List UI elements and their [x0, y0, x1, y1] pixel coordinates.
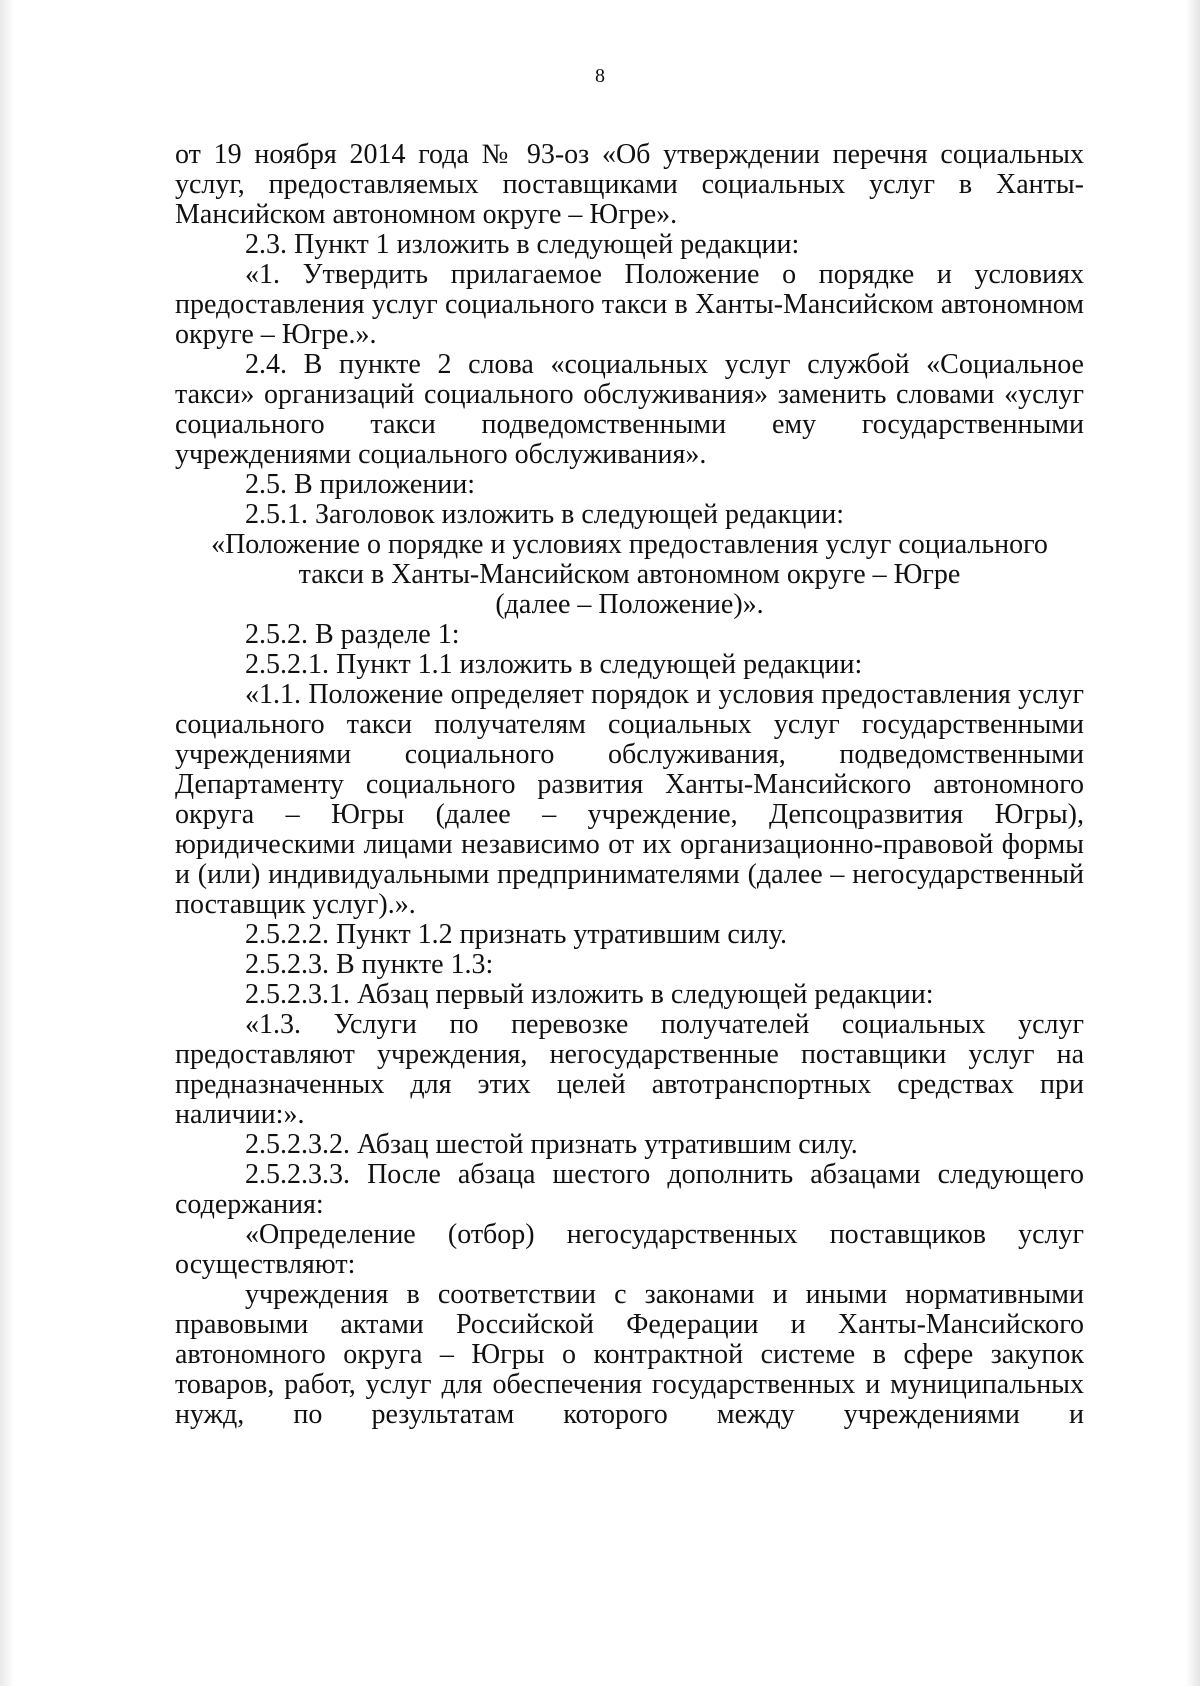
document-body [175, 140, 1084, 1430]
paragraph-2-5-2-3: 2.5.2.3. В пункте 1.3: [245, 949, 494, 980]
paragraph-2-5-2-1: 2.5.2.1. Пункт 1.1 изложить в следующей редакции: [245, 649, 863, 680]
paragraph-2-4: 2.4. В пункте 2 слова «социальных услуг службой «Социальное такси» организаций социального обслуживания» заменить словами «услуг социального такси подведомственными ему государственными учреждениями социального обслуживания». [175, 349, 1084, 470]
paragraph-2-5-1: 2.5.1. Заголовок изложить в следующей редакции: [245, 499, 845, 530]
paragraph-2-3: 2.3. Пункт 1 изложить в следующей редакции: [245, 229, 800, 260]
paragraph-selection-intro: «Определение (отбор) негосударственных поставщиков услуг осуществляют: [175, 1219, 1084, 1280]
paragraph-institutions: учреждения в соответствии с законами и иными нормативными правовыми актами Российской Федерации и Ханты-Мансийского автономного округа – Югры о контрактной системе в сфере закупок товаров, работ, услуг для обеспечения государственных и муниципальных нужд, по результатам которого между учреждениями и [175, 1279, 1084, 1430]
paragraph-2-5-2-2: 2.5.2.2. Пункт 1.2 признать утратившим силу. [245, 919, 787, 950]
paragraph-item-1-3-text: «1.3. Услуги по перевозке получателей социальных услуг предоставляют учреждения, негосударственные поставщики услуг на предназначенных для этих целей автотранспортных средствах при наличии:». [175, 1009, 1084, 1130]
heading-line-3: (далее – Положение)». [495, 589, 764, 620]
paragraph-2-5-2: 2.5.2. В разделе 1: [245, 619, 460, 650]
paragraph-decree-reference: от 19 ноября 2014 года № 93-оз «Об утверждении перечня социальных услуг, предоставляемых поставщиками социальных услуг в Ханты-Мансийском автономном округе – Югре». [175, 139, 1084, 230]
heading-line-1: «Положение о порядке и условиях предоставления услуг социального [211, 529, 1048, 560]
paragraph-item-1-text: «1. Утвердить прилагаемое Положение о порядке и условиях предоставления услуг социального такси в Ханты-Мансийском автономном округе – Югре.». [175, 259, 1084, 350]
paragraph-2-5-2-3-3: 2.5.2.3.3. После абзаца шестого дополнить абзацами следующего содержания: [175, 1159, 1084, 1220]
paragraph-2-5: 2.5. В приложении: [245, 469, 476, 500]
paragraph-2-5-2-3-2: 2.5.2.3.2. Абзац шестой признать утратившим силу. [245, 1129, 858, 1160]
page-number: 8 [595, 65, 605, 87]
paragraph-2-5-2-3-1: 2.5.2.3.1. Абзац первый изложить в следующей редакции: [245, 979, 934, 1010]
heading-line-2: такси в Ханты-Мансийском автономном округе – Югре [298, 559, 961, 590]
scan-edge-right [1186, 0, 1200, 1686]
paragraph-item-1-1-text: «1.1. Положение определяет порядок и условия предоставления услуг социального такси получателям социальных услуг государственными учреждениями социального обслуживания, подведомственными Департаменту социального развития Ханты-Мансийского автономного округа – Югры (далее – учреждение, Депсоцразвития Югры), юридическими лицами независимо от их организационно-правовой формы и (или) индивидуальными предпринимателями (далее – негосударственный поставщик услуг).». [175, 679, 1084, 920]
scan-edge-left [0, 0, 14, 1686]
